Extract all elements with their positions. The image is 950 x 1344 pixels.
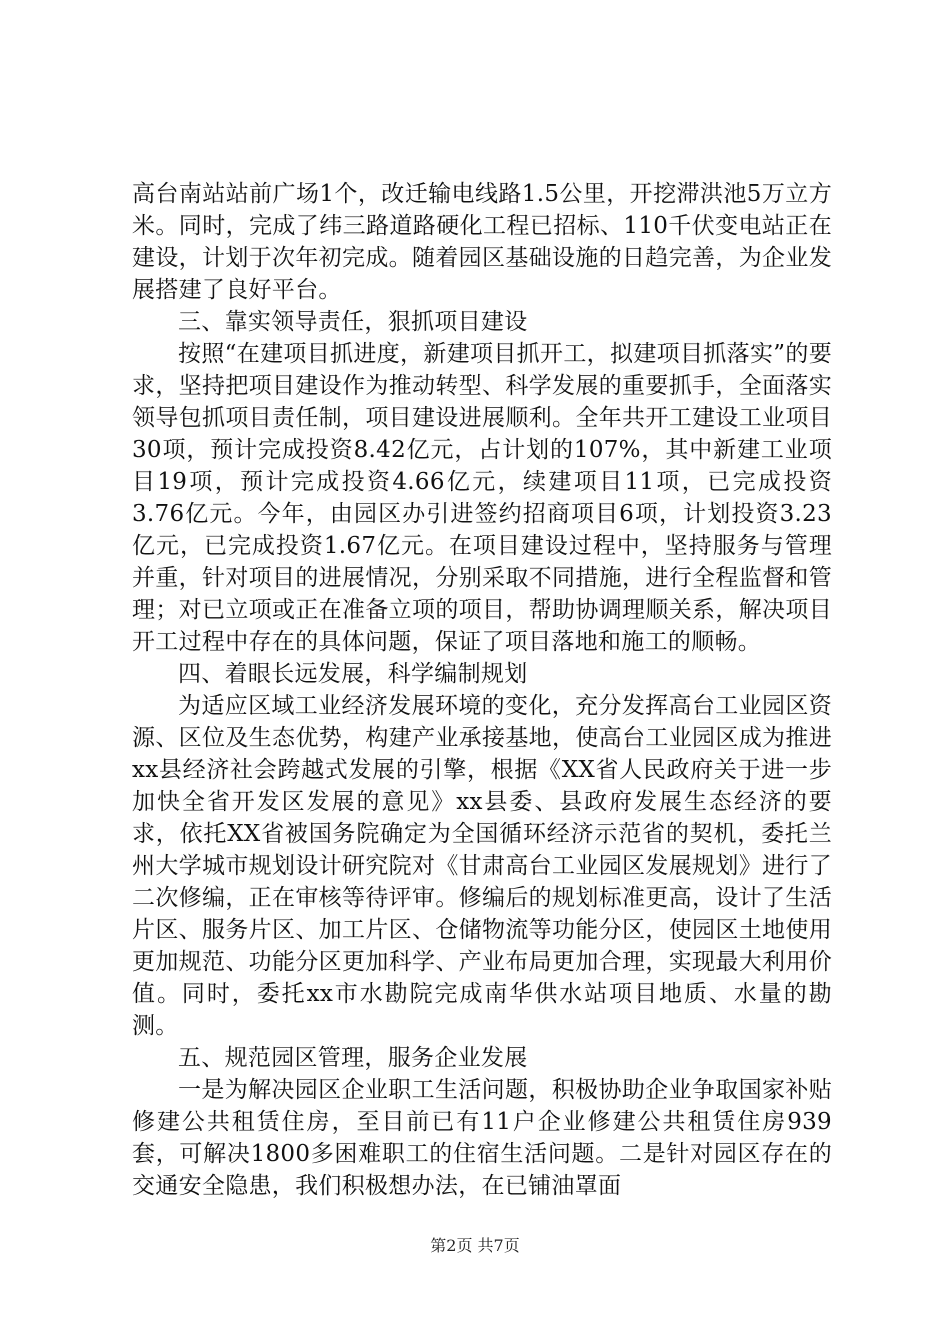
paragraph-project-construction: 按照“在建项目抓进度，新建项目抓开工，拟建项目抓落实”的要求，坚持把项目建设作为推动转型、科学发展的重要抓手，全面落实领导包抓项目责任制，项目建设进展顺利。全年共开工建设工业项目30项，预计完成投资8.42亿元，占计划的107%，其中新建工业项目19项，预计完成投资4.66亿元，续建项目11项，已完成投资3.76亿元。今年，由园区办引进签约招商项目6项，计划投资3.23亿元，已完成投资1.67亿元。在项目建设过程中，坚持服务与管理并重，针对项目的进展情况，分别采取不同措施，进行全程监督和管理；对已立项或正在准备立项的项目，帮助协调理顺关系，解决项目开工过程中存在的具体问题，保证了项目落地和施工的顺畅。 [132,341,832,655]
paragraph-infrastructure-cont: 高台南站站前广场1个，改迁输电线路1.5公里，开挖滞洪池5万立方米。同时，完成了纬三路道路硬化工程已招标、110千伏变电站正在建设，计划于次年初完成。随着园区基础设施的日趋完善，为企业发展搭建了良好平台。 [132,181,832,303]
paragraph-planning: 为适应区域工业经济发展环境的变化，充分发挥高台工业园区资源、区位及生态优势，构建产业承接基地，使高台工业园区成为推进xx县经济社会跨越式发展的引擎，根据《XX省人民政府关于进一步加快全省开发区发展的意见》xx县委、县政府发展生态经济的要求，依托XX省被国务院确定为全国循环经济示范省的契机，委托兰州大学城市规划设计研究院对《甘肃高台工业园区发展规划》进行了二次修编，正在审核等待评审。修编后的规划标准更高，设计了生活片区、服务片区、加工片区、仓储物流等功能分区，使园区土地使用更加规范、功能分区更加科学、产业布局更加合理，实现最大利用价值。同时，委托xx市水勘院完成南华供水站项目地质、水量的勘测。 [132,693,832,1039]
document-body [132,178,832,1202]
paragraph-management: 一是为解决园区企业职工生活问题，积极协助企业争取国家补贴修建公共租赁住房，至目前已有11户企业修建公共租赁住房939套，可解决1800多困难职工的住宿生活问题。二是针对园区存在的交通安全隐患，我们积极想办法，在已铺油罩面 [132,1077,832,1199]
section-heading-3: 三、靠实领导责任，狠抓项目建设 [178,309,528,335]
page-number-footer: 第2页 共7页 [430,1236,520,1255]
section-heading-4: 四、着眼长远发展，科学编制规划 [178,661,528,687]
section-heading-5: 五、规范园区管理，服务企业发展 [178,1045,528,1071]
